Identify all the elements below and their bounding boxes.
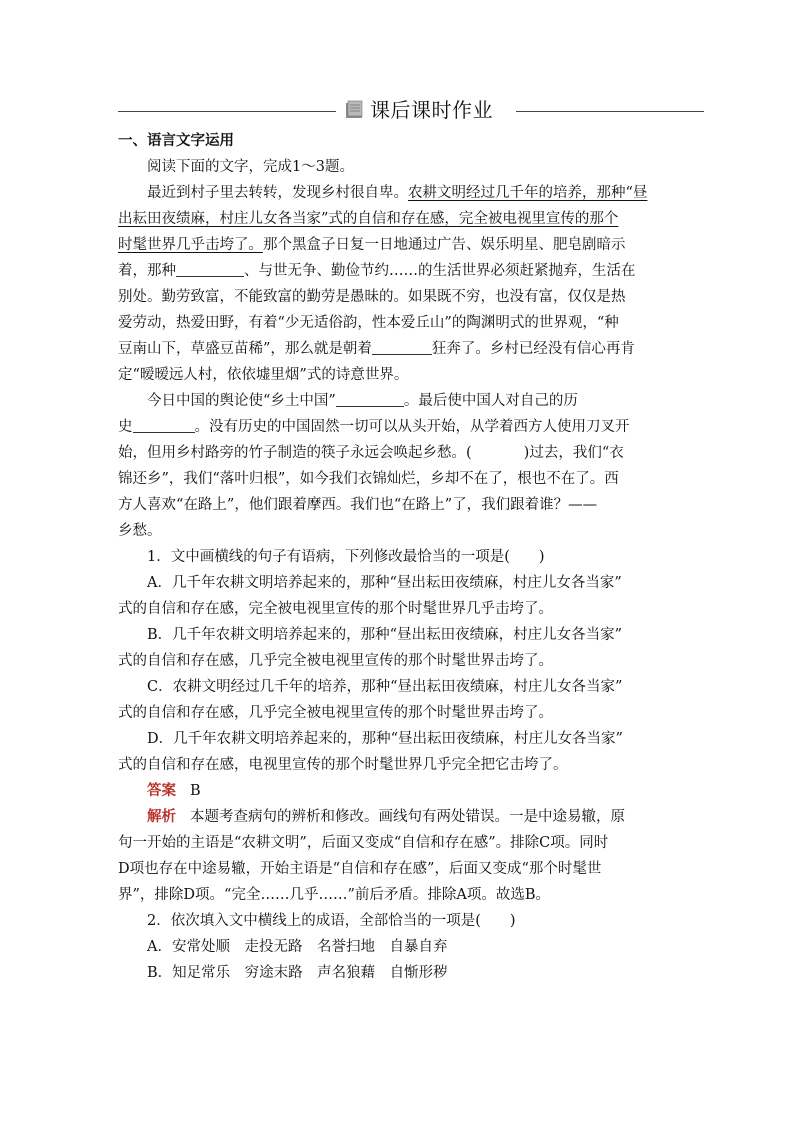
passage-line [118,440,654,466]
passage-line [118,206,654,232]
passage-line [118,232,654,258]
underlined-sentence: 时髦世界几乎击垮了。 [118,237,263,253]
passage-text: 着，那种 [118,263,176,279]
underlined-sentence: 出耘田夜绩麻，村庄儿女各当家”式的自信和存在感，完全被电视里宣传的那个 [118,211,619,227]
answer-value: B [190,783,201,799]
underlined-sentence: 农耕文明经过几千年的培养，那种“昼 [408,185,648,201]
question-1 [118,544,654,908]
analysis-line: 界”，排除D项。“完全……几乎……”前后矛盾。排除A项。故选B。 [118,887,550,903]
option-a-cont: 式的自信和存在感，完全被电视里宣传的那个时髦世界几乎击垮了。 [118,601,553,617]
header-rule-right [516,111,704,112]
blank-4 [133,417,195,433]
passage-line: 别处。勤劳致富，不能致富的勤劳是愚昧的。如果既不穷，也没有富，仅仅是热 [118,289,626,305]
passage-text: 。没有历史的中国固然一切可以从头开始，从学着西方人使用刀叉开 [194,419,630,435]
analysis-line: D项也存在中途易辙，开始主语是“自信和存在感”，后面又变成“那个时髦世 [118,861,602,877]
header-rule-left [118,111,336,112]
blank-1 [176,261,244,277]
passage-line: 爱劳动，热爱田野，有着“少无适俗韵，性本爱丘山”的陶渊明式的世界观，“种 [118,315,619,331]
passage-text: 。最后使中国人对自己的历 [403,393,578,409]
option-c: C．农耕文明经过几千年的培养，那种“昼出耘田夜绩麻，村庄儿女各当家” [147,679,623,695]
section-heading: 一、语言文字运用 [118,132,234,149]
passage-text: )过去，我们“衣 [523,445,624,461]
passage [118,180,654,544]
passage-line: 锦还乡”，我们“落叶归根”，如今我们衣锦灿烂，乡却不在了，根也不在了。西 [118,471,619,487]
passage-text: 始，但用乡村路旁的竹子制造的筷子永远会唤起乡愁。( [118,445,472,461]
passage-line: 定“暧暧远人村，依依墟里烟”式的诗意世界。 [118,367,409,383]
page-header [118,96,704,128]
analysis-line [118,804,654,830]
passage-text: 史 [118,419,133,435]
question-stem: 2．依次填入文中横线上的成语，全部恰当的一项是( ) [147,913,516,929]
passage-text: 、与世无争、勤俭节约……的生活世界必须赶紧抛弃，生活在 [244,263,636,279]
passage-text: 最近到村子里去转转，发现乡村很自卑。 [147,185,408,201]
option-c-cont: 式的自信和存在感，几乎完全被电视里宣传的那个时髦世界击垮了。 [118,705,553,721]
blank-2 [372,339,432,355]
option-a: A．几千年农耕文明培养起来的，那种“昼出耘田夜绩麻，村庄儿女各当家” [147,575,622,591]
passage-text: 豆南山下，草盛豆苗稀”，那么就是朝着 [118,341,372,357]
passage-line [118,388,654,414]
analysis-label: 解析 [147,808,176,825]
passage-line [118,180,654,206]
question-stem: 1．文中画横线的句子有语病，下列修改最恰当的一项是( ) [147,549,545,565]
book-icon [344,100,364,120]
option-b-cont: 式的自信和存在感，几乎完全被电视里宣传的那个时髦世界击垮了。 [118,653,553,669]
passage-line [118,336,654,362]
content [118,128,654,986]
passage-line [118,258,654,284]
page-title: 课后课时作业 [370,98,493,122]
analysis-line: 句一开始的主语是“农耕文明”，后面又变成“自信和存在感”。排除C项。同时 [118,835,609,851]
analysis-text: 本题考查病句的辨析和修改。画线句有两处错误。一是中途易辙，原 [190,809,625,825]
option-b: B．几千年农耕文明培养起来的，那种“昼出耘田夜绩麻，村庄儿女各当家” [147,627,622,643]
passage-text: 狂奔了。乡村已经没有信心再肯 [431,341,635,357]
passage-line: 方人喜欢“在路上”，他们跟着摩西。我们也“在路上”了，我们跟着谁？—— [118,497,598,513]
passage-text: 今日中国的舆论使“乡土中国” [147,393,336,409]
question-2 [118,908,654,986]
option-d-cont: 式的自信和存在感，电视里宣传的那个时髦世界几乎完全把它击垮了。 [118,757,568,773]
passage-text: 那个黑盒子日复一日地通过广告、娱乐明星、肥皂剧暗示 [263,237,626,253]
passage-line: 乡愁。 [118,523,162,539]
blank-3 [336,391,404,407]
answer-label: 答案 [147,782,176,799]
option-b: B．知足常乐 穷途末路 声名狼藉 自惭形秽 [147,965,448,981]
option-a: A．安常处顺 走投无路 名誉扫地 自暴自弃 [147,939,448,955]
passage-line [118,414,654,440]
answer-line [118,778,654,804]
instruction: 阅读下面的文字，完成1～3题。 [147,159,354,175]
option-d: D．几千年农耕文明培养起来的，那种“昼出耘田夜绩麻，村庄儿女各当家” [147,731,623,747]
